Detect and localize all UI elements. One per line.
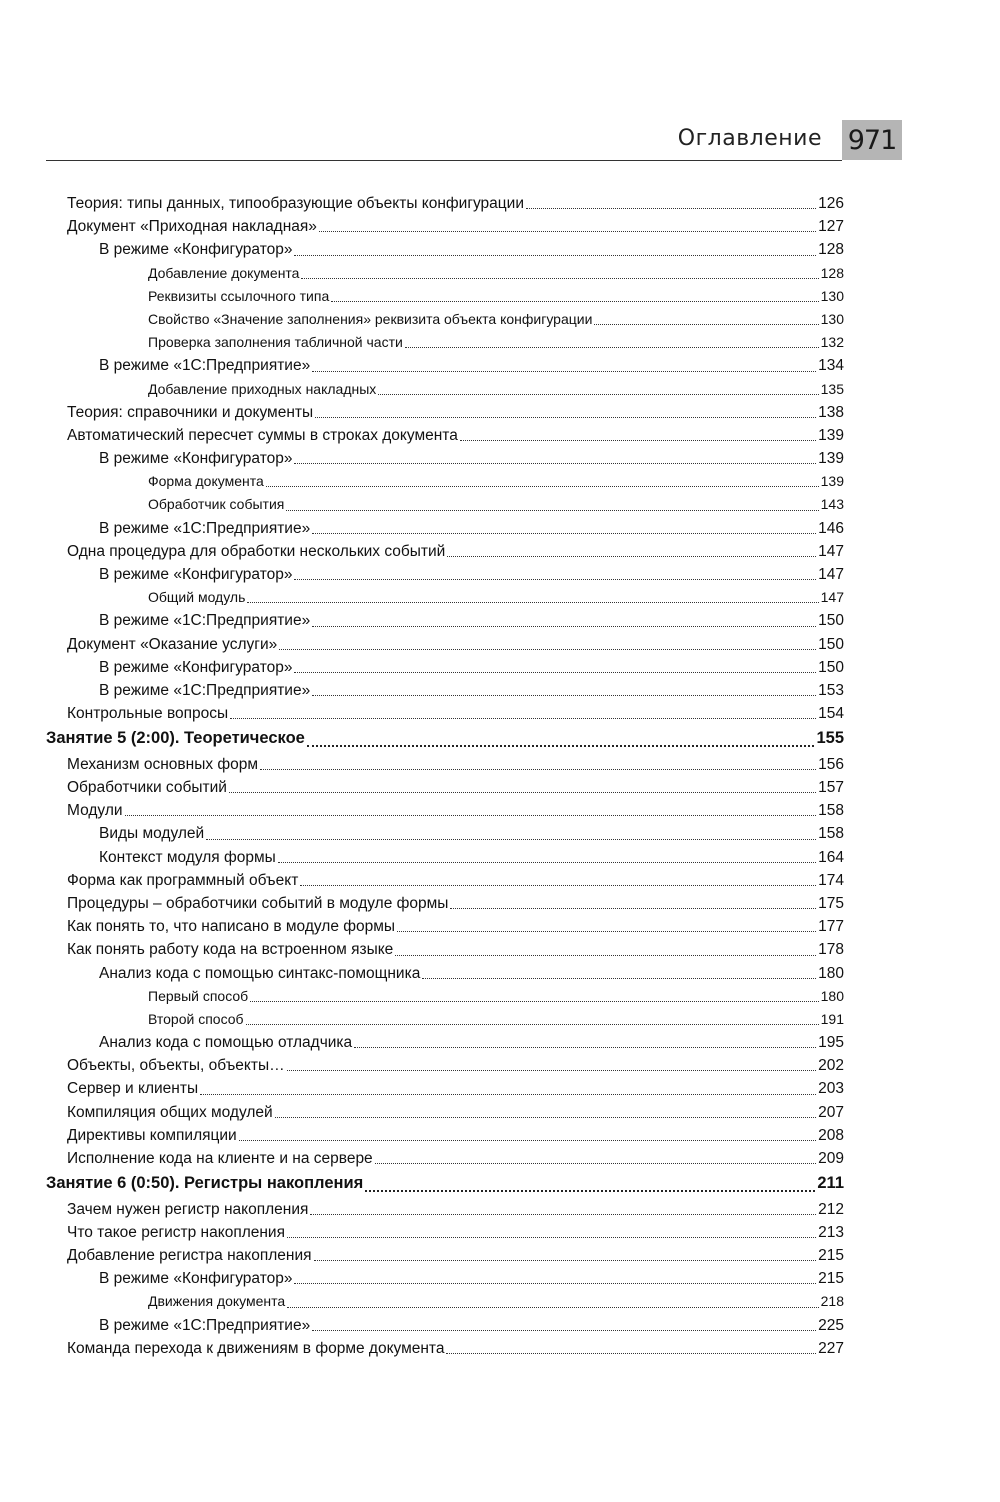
dot-leader [315,417,816,418]
toc-entry-page: 218 [820,1293,844,1310]
toc-entry-title: Реквизиты ссылочного типа [148,287,330,304]
toc-entry-title: Второй способ [148,1010,244,1027]
toc-entry-title: В режиме «Конфигуратор» [99,658,293,676]
dot-leader [314,1260,817,1261]
toc-entry [46,1008,844,1031]
toc-entry [46,633,844,656]
toc-entry-page: 207 [818,1103,844,1121]
toc-entry [46,915,844,938]
toc-entry [46,892,844,915]
toc-entry-page: 208 [818,1126,844,1144]
toc-entry-page: 195 [818,1034,844,1052]
toc-entry-title: Автоматический пересчет суммы в строках документа [67,426,458,444]
toc-entry [46,938,844,961]
dot-leader [300,885,816,886]
toc-entry-title: Контекст модуля формы [99,848,276,866]
toc-entry-page: 175 [818,894,844,912]
toc-entry [46,540,844,563]
toc-entry-title: Виды модулей [99,825,205,843]
toc-chapter-entry [46,725,844,753]
toc-entry-page: 227 [818,1339,844,1357]
toc-entry [46,702,844,725]
toc-entry [46,985,844,1008]
toc-entry [46,1077,844,1100]
dot-leader [312,1330,816,1331]
toc-entry-page: 147 [818,542,844,560]
toc-entry-title: Команда перехода к движениям в форме документа [67,1339,445,1357]
dot-leader [287,1070,817,1071]
toc-entry [46,401,844,424]
toc-entry-title: Занятие 5 (2:00). Теоретическое [46,729,305,748]
dot-leader [331,301,818,302]
toc-entry-title: Первый способ [148,987,249,1004]
dot-leader [247,602,818,603]
dot-leader [310,1214,816,1215]
toc-entry-page: 164 [818,848,844,866]
toc-entry-page: 146 [818,519,844,537]
dot-leader [301,278,818,279]
toc-entry [46,308,844,331]
toc-entry-title: Анализ кода с помощью отладчика [99,1034,353,1052]
toc-entry-title: Добавление приходных накладных [148,380,377,397]
toc-entry-page: 157 [818,779,844,796]
toc-entry-page: 150 [818,658,844,676]
toc-entry [46,1054,844,1077]
toc-entry-page: 147 [818,566,844,583]
dot-leader [446,1353,816,1354]
dot-leader [278,862,816,863]
toc-entry [46,1290,844,1313]
dot-leader [354,1047,816,1048]
toc-entry-title: Что такое регистр накопления [67,1223,285,1241]
toc-entry-page: 154 [818,705,844,723]
toc-entry [46,1031,844,1054]
toc-entry-page: 213 [818,1223,844,1241]
page-number: 971 [842,120,902,160]
dot-leader [294,672,816,673]
toc-entry [46,1221,844,1244]
toc-entry-page: 134 [818,357,844,375]
toc-entry-title: Обработчики событий [67,779,227,796]
toc-entry [46,331,844,354]
dot-leader [397,931,816,932]
toc-entry-page: 138 [818,403,844,421]
page-header [46,120,902,162]
toc-entry-page: 155 [816,729,844,748]
dot-leader [239,1140,816,1141]
dot-leader [266,486,819,487]
toc-entry-page: 128 [818,241,844,259]
toc-entry [46,378,844,401]
toc-entry-title: Свойство «Значение заполнения» реквизита объекта конфигурации [148,310,593,327]
toc-entry-title: Документ «Оказание услуги» [67,635,278,653]
toc-entry [46,799,844,822]
toc-entry [46,493,844,516]
toc-entry [46,470,844,493]
toc-entry-page: 132 [820,334,844,351]
toc-entry-title: Модули [67,802,123,820]
toc-entry-page: 128 [820,264,844,281]
toc-entry [46,753,844,776]
toc-entry-page: 202 [818,1057,844,1075]
dot-leader [246,1024,819,1025]
toc-entry-title: Исполнение кода на клиенте и на сервере [67,1150,373,1167]
toc-entry [46,354,844,377]
dot-leader [365,1190,815,1192]
toc-entry-page: 139 [818,426,844,444]
toc-entry-page: 153 [818,681,844,699]
toc-entry-page: 158 [818,802,844,820]
toc-entry [46,656,844,679]
toc-entry-page: 139 [820,473,844,490]
toc-entry-title: Обработчик события [148,496,285,513]
dot-leader [230,718,816,719]
toc-entry [46,1198,844,1221]
toc-entry-title: В режиме «Конфигуратор» [99,450,293,468]
toc-entry-title: Директивы компиляции [67,1126,237,1144]
toc-entry-title: Форма документа [148,473,264,490]
toc-entry-title: Анализ кода с помощью синтакс-помощника [99,964,421,982]
toc-entry [46,1124,844,1147]
toc-entry-page: 130 [820,310,844,327]
toc-entry [46,1267,844,1290]
toc-entry-page: 180 [820,987,844,1004]
running-title: Оглавление [677,126,822,151]
toc-entry [46,822,844,845]
toc-entry-page: 180 [818,964,844,982]
toc-entry-page: 209 [818,1150,844,1167]
toc-entry [46,1147,844,1170]
toc-entry-title: Контрольные вопросы [67,705,229,723]
toc-entry-title: В режиме «Конфигуратор» [99,566,293,583]
toc-entry-title: Как понять работу кода на встроенном языке [67,941,394,959]
dot-leader [287,1237,816,1238]
toc-entry-page: 178 [818,941,844,959]
toc-entry-title: В режиме «Конфигуратор» [99,241,293,259]
dot-leader [450,908,816,909]
dot-leader [312,371,816,372]
dot-leader [594,324,818,325]
toc-entry-title: Процедуры – обработчики событий в модуле формы [67,894,449,912]
dot-leader [422,978,816,979]
toc-entry-title: Сервер и клиенты [67,1080,199,1098]
toc-entry [46,609,844,632]
toc-entry-page: 147 [820,589,844,606]
toc-entry [46,238,844,261]
toc-entry-page: 143 [820,496,844,513]
dot-leader [229,792,816,793]
toc-entry [46,846,844,869]
toc-entry [46,517,844,540]
dot-leader [460,440,816,441]
dot-leader [279,649,816,650]
toc-entry-page: 203 [818,1080,844,1098]
toc-entry-title: В режиме «Конфигуратор» [99,1270,293,1288]
toc-entry-title: Как понять то, что написано в модуле формы [67,918,396,936]
dot-leader [294,1283,816,1284]
dot-leader [395,955,816,956]
dot-leader [312,695,816,696]
toc-entry [46,776,844,799]
toc-entry-title: В режиме «1С:Предприятие» [99,519,311,537]
toc-entry-page: 174 [818,871,844,889]
toc-entry [46,679,844,702]
dot-leader [375,1163,816,1164]
toc-entry-title: В режиме «1С:Предприятие» [99,612,311,630]
toc-entry [46,869,844,892]
toc-entry-title: Зачем нужен регистр накопления [67,1200,309,1218]
dot-leader [260,769,816,770]
dot-leader [287,1307,818,1308]
toc-entry [46,262,844,285]
toc-entry-page: 156 [818,755,844,773]
toc-entry [46,1101,844,1124]
dot-leader [206,839,816,840]
toc-entry-page: 215 [818,1270,844,1288]
toc-entry-page: 158 [818,825,844,843]
toc-entry [46,447,844,470]
table-of-contents [46,192,844,1360]
toc-entry [46,1244,844,1267]
toc-entry-page: 127 [818,218,844,236]
dot-leader [294,579,816,580]
dot-leader [275,1117,816,1118]
toc-entry-page: 191 [820,1010,844,1027]
dot-leader [378,394,818,395]
toc-entry-title: В режиме «1С:Предприятие» [99,357,311,375]
dot-leader [312,626,816,627]
toc-entry-title: Объекты, объекты, объекты… [67,1057,285,1075]
toc-chapter-entry [46,1170,844,1198]
toc-entry-page: 211 [817,1174,844,1193]
toc-entry-title: В режиме «1С:Предприятие» [99,1316,311,1334]
toc-entry-title: Теория: типы данных, типообразующие объекты конфигурации [67,195,524,212]
toc-entry-page: 215 [818,1247,844,1265]
dot-leader [447,556,816,557]
toc-entry-page: 150 [818,635,844,653]
toc-entry-page: 177 [818,918,844,936]
toc-entry [46,586,844,609]
dot-leader [312,533,816,534]
dot-leader [526,208,816,209]
toc-entry-page: 130 [820,287,844,304]
dot-leader [286,510,818,511]
toc-entry-title: Механизм основных форм [67,755,259,773]
toc-entry-title: Общий модуль [148,589,246,606]
toc-entry-title: Форма как программный объект [67,871,299,889]
toc-entry-title: Теория: справочники и документы [67,403,314,421]
toc-entry [46,285,844,308]
toc-entry-title: Движения документа [148,1293,286,1310]
toc-entry-page: 212 [818,1200,844,1218]
dot-leader [319,231,816,232]
toc-entry [46,563,844,586]
header-rule [46,160,842,161]
toc-entry-title: Проверка заполнения табличной части [148,334,403,351]
dot-leader [250,1001,818,1002]
dot-leader [200,1094,816,1095]
dot-leader [405,347,819,348]
toc-entry-title: Компиляция общих модулей [67,1103,273,1121]
toc-entry-title: В режиме «1С:Предприятие» [99,681,311,699]
dot-leader [294,463,816,464]
dot-leader [307,745,815,747]
toc-entry [46,192,844,215]
dot-leader [294,255,816,256]
toc-entry-page: 126 [818,195,844,212]
toc-entry-page: 225 [818,1316,844,1334]
dot-leader [125,815,817,816]
toc-entry [46,1314,844,1337]
toc-entry-title: Добавление документа [148,264,300,281]
toc-entry [46,215,844,238]
toc-entry-title: Занятие 6 (0:50). Регистры накопления [46,1174,364,1193]
toc-entry [46,424,844,447]
toc-entry [46,1337,844,1360]
toc-entry-page: 139 [818,450,844,468]
toc-entry-title: Документ «Приходная накладная» [67,218,317,236]
toc-entry-page: 135 [820,380,844,397]
toc-entry [46,962,844,985]
toc-entry-title: Добавление регистра накопления [67,1247,312,1265]
toc-entry-title: Одна процедура для обработки нескольких событий [67,542,446,560]
toc-entry-page: 150 [818,612,844,630]
